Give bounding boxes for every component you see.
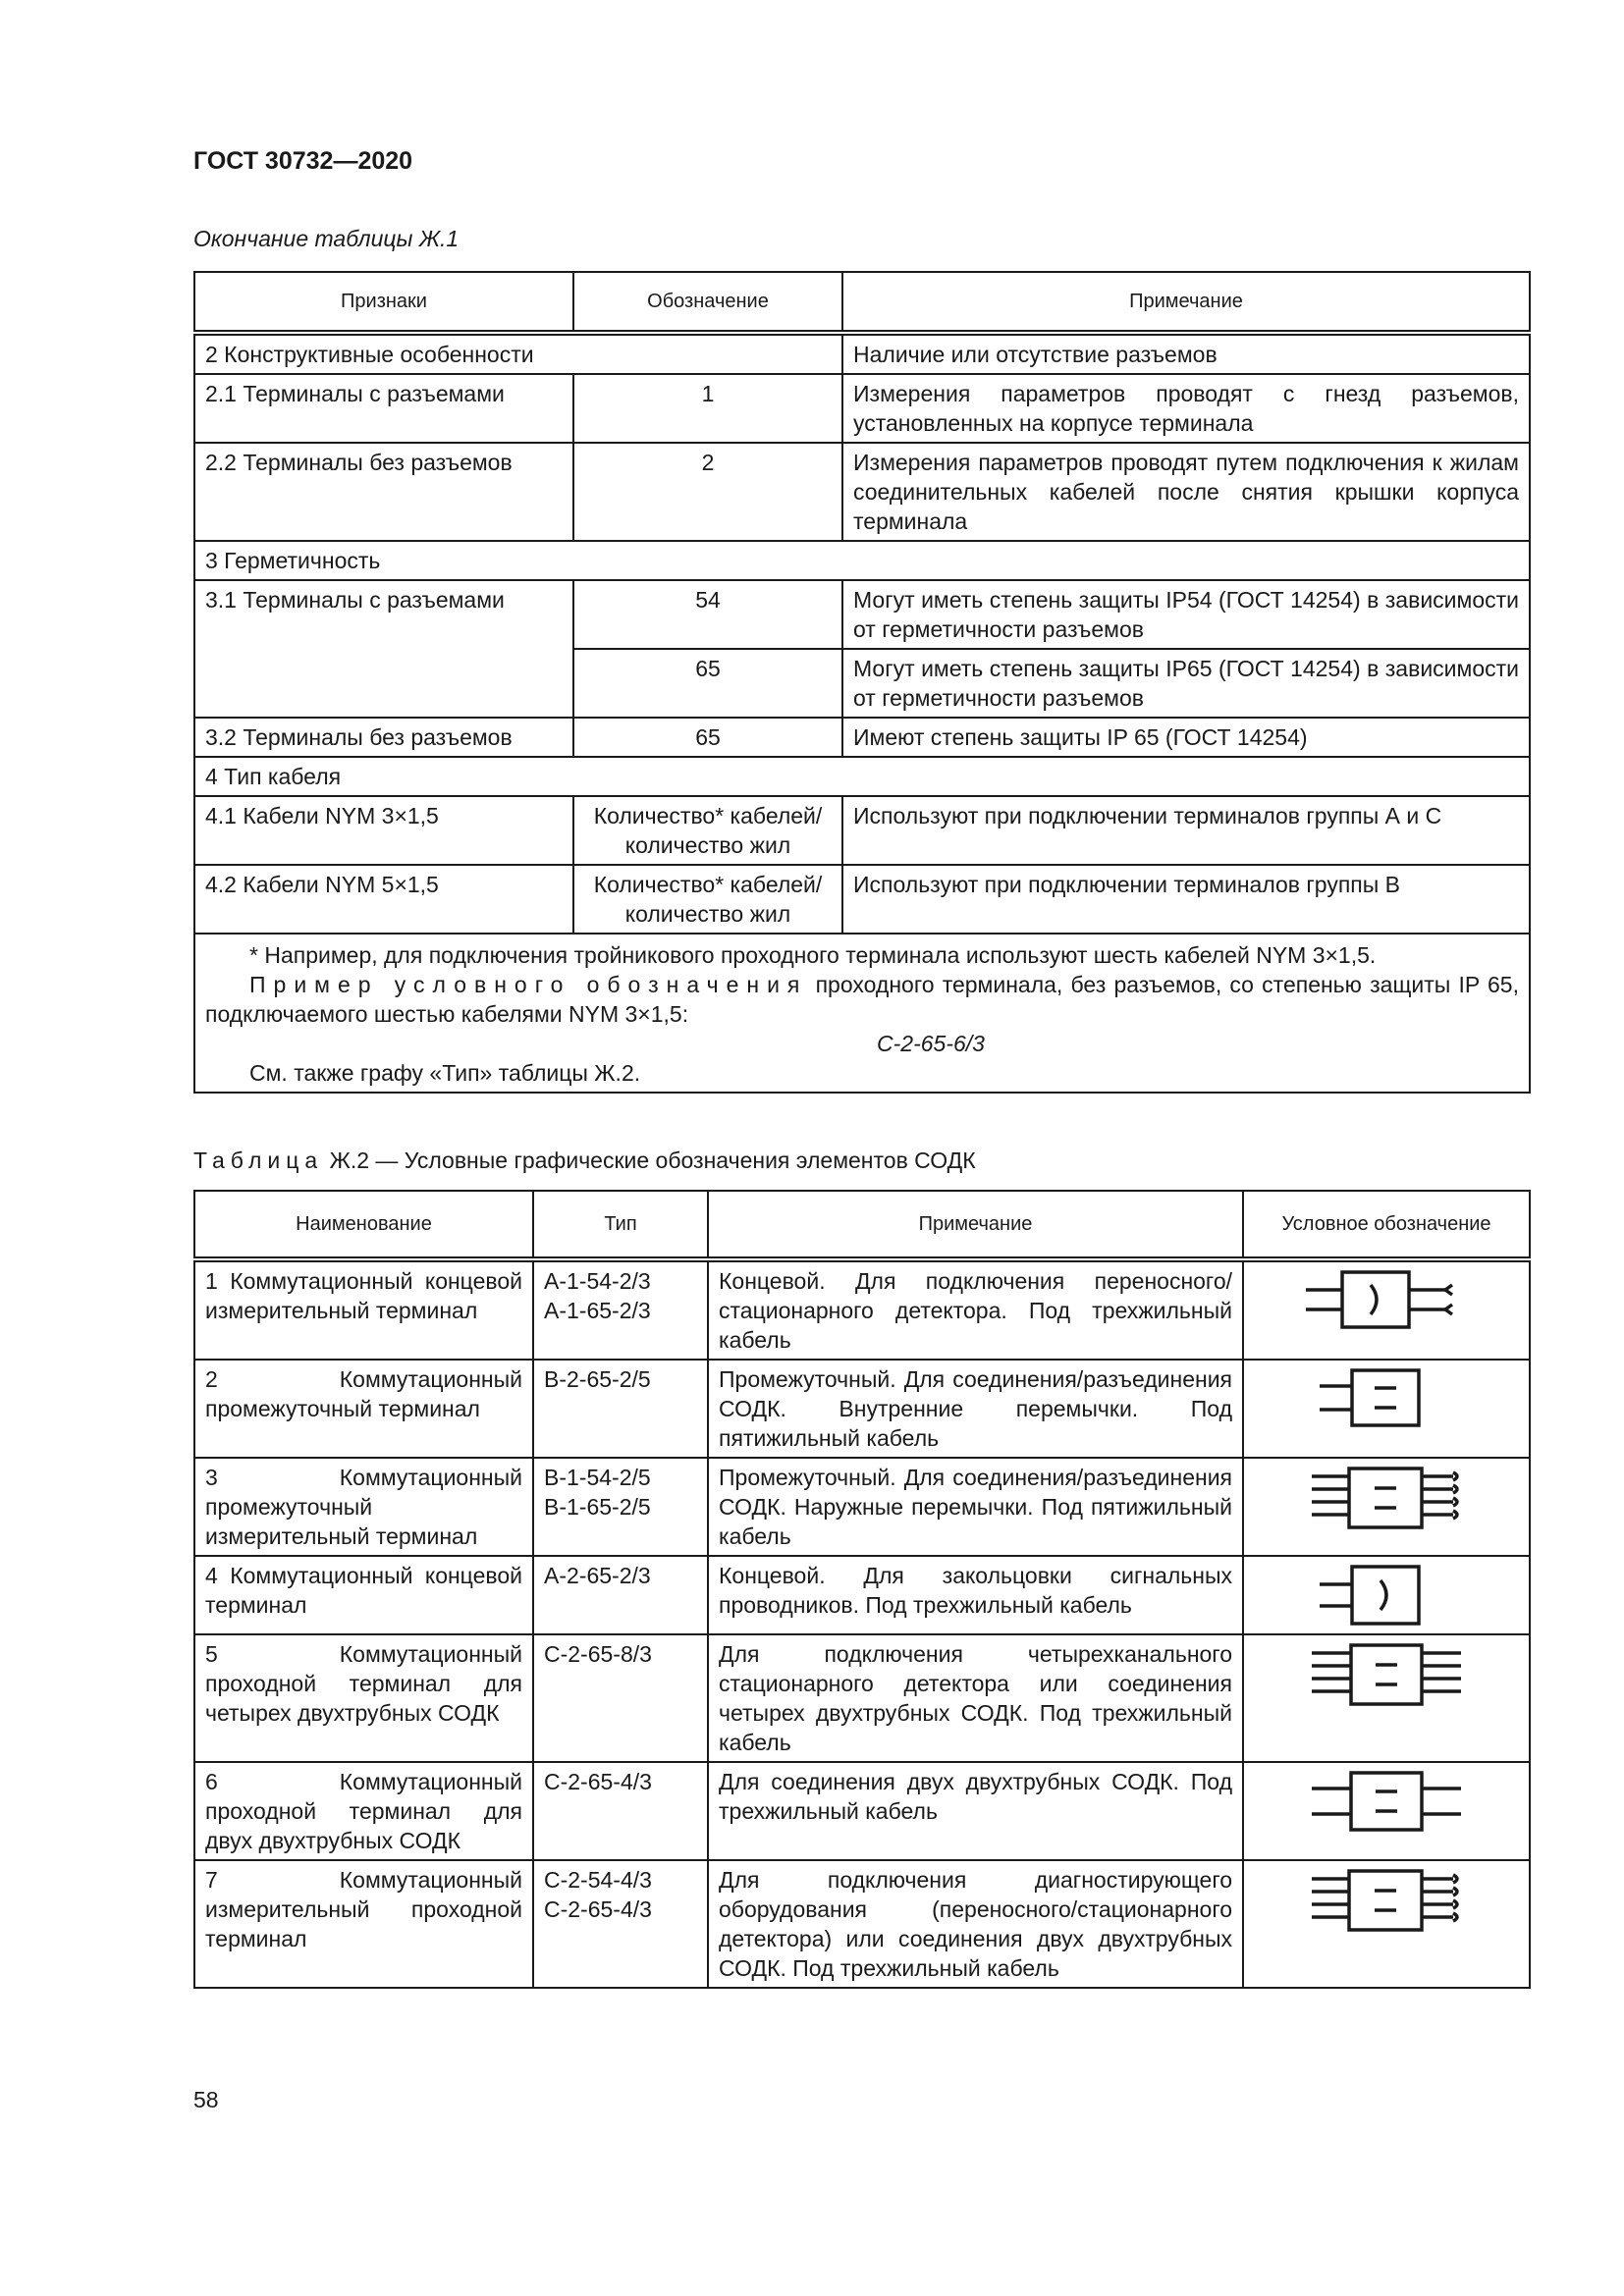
type-line: С-2-65-4/3 [544,1896,652,1922]
symbol-cell [1243,1360,1530,1458]
pass-through-terminal-4-symbol-icon [1298,1639,1475,1710]
symbol-cell [1243,1762,1530,1860]
table-row [194,1860,1530,1988]
table-row [194,374,1530,443]
name-cell: 4 Коммутационный концевой терминал [194,1556,533,1634]
type-line: В-1-54-2/5 [544,1465,651,1490]
col-header-note: Примечание [842,272,1530,333]
note-cell: Измерения параметров проводят путем подключения к жилам соединительных кабелей после снятия крышки корпуса терминала [842,443,1530,541]
intermediate-measuring-terminal-symbol-icon [1298,1463,1475,1533]
type-line: В-1-65-2/5 [544,1494,651,1520]
type-line: В-2-65-2/5 [544,1366,651,1392]
table-row [194,757,1530,796]
name-cell: 5 Коммутационный проходной терминал для четырех двухтрубных СОДК [194,1634,533,1762]
designation-line: количество жил [624,832,791,858]
designation-line: количество жил [624,901,791,927]
table-row [194,1762,1530,1860]
type-line: А-1-54-2/3 [544,1268,651,1294]
designation-cell: 65 [573,718,842,757]
table2-caption [193,1148,976,1174]
table2-caption-text: Ж.2 — Условные графические обозначения элементов СОДК [323,1148,976,1173]
note-cell: Могут иметь степень защиты IP54 (ГОСТ 14254) в зависимости от герметичности разъемов [842,580,1530,649]
type-cell [533,1360,708,1458]
note-cell: Для подключения диагностирующего оборудования (переносного/стационарного детектора) или соединения двух двухтрубных СОДК. Под трехжильный кабель [708,1860,1243,1988]
type-line: А-1-65-2/3 [544,1298,651,1323]
symbol-cell [1243,1860,1530,1988]
table-row [194,1458,1530,1556]
section-cell: 4 Тип кабеля [194,757,1530,796]
name-cell: 1 Коммутационный концевой измерительный терминал [194,1259,533,1360]
note-cell: Концевой. Для закольцовки сигнальных проводников. Под трехжильный кабель [708,1556,1243,1634]
designation-cell: 1 [573,374,842,443]
note-cell: Используют при подключении терминалов группы А и С [842,796,1530,865]
note-cell: Наличие или отсутствие разъемов [842,333,1530,374]
table2-caption-label: Таблица [193,1148,324,1173]
note-cell: Промежуточный. Для соединения/разъединения СОДК. Наружные перемычки. Под пятижильный кабель [708,1458,1243,1556]
note-cell: Имеют степень защиты IP 65 (ГОСТ 14254) [842,718,1530,757]
table-row [194,1259,1530,1360]
col-header-designation: Обозначение [573,272,842,333]
table-footnote [194,934,1530,1093]
example-label: Пример условного обозначения [249,972,808,997]
type-cell [533,1556,708,1634]
designation-cell [573,796,842,865]
name-cell: 7 Коммутационный измерительный проходной терминал [194,1860,533,1988]
note-cell: Могут иметь степень защиты IP65 (ГОСТ 14254) в зависимости от герметичности разъемов [842,649,1530,718]
table1-caption: Окончание таблицы Ж.1 [193,226,460,251]
table-zh1 [193,271,1531,1094]
designation-cell: 65 [573,649,842,718]
designation-cell: 2 [573,443,842,541]
page-number: 58 [193,2087,219,2112]
end-terminal-symbol-icon [1298,1561,1475,1629]
measuring-pass-through-terminal-symbol-icon [1298,1865,1475,1936]
name-cell: 3 Коммутационный промежуточный измерительный терминал [194,1458,533,1556]
note-cell: Для соединения двух двухтрубных СОДК. Под трехжильный кабель [708,1762,1243,1860]
see-also-note: См. также графу «Тип» таблицы Ж.2. [249,1060,641,1086]
symbol-cell [1243,1634,1530,1762]
table-zh2 [193,1190,1531,1989]
feature-cell: 2.2 Терминалы без разъемов [194,443,573,541]
feature-cell: 3.2 Терминалы без разъемов [194,718,573,757]
type-cell [533,1458,708,1556]
symbol-cell [1243,1259,1530,1360]
feature-cell: 2 Конструктивные особенности [194,333,842,374]
footnote-line: * Например, для подключения тройникового проходного терминала используют шесть кабелей NYM 3×1,5. [249,942,1377,968]
col-header-note: Примечание [708,1191,1243,1259]
type-line: С-2-65-8/3 [544,1641,652,1667]
type-line: С-2-65-4/3 [544,1769,652,1794]
table-footnote-row [194,934,1530,1093]
note-cell: Для подключения четырехканального стационарного детектора или соединения четырех двухтрубных СОДК. Под трехжильный кабель [708,1634,1243,1762]
section-cell: 3 Герметичность [194,541,1530,580]
type-cell [533,1860,708,1988]
end-measuring-terminal-symbol-icon [1298,1266,1475,1333]
designation-cell [573,865,842,934]
type-cell [533,1634,708,1762]
type-line: С-2-54-4/3 [544,1867,652,1893]
col-header-name: Наименование [194,1191,533,1259]
feature-cell: 2.1 Терминалы с разъемами [194,374,573,443]
col-header-symbol: Условное обозначение [1243,1191,1530,1259]
document-title: ГОСТ 30732—2020 [193,147,413,175]
table-row [194,580,1530,649]
designation-line: Количество* кабелей/ [593,803,823,828]
name-cell: 6 Коммутационный проходной терминал для двух двухтрубных СОДК [194,1762,533,1860]
symbol-cell [1243,1556,1530,1634]
designation-cell: 54 [573,580,842,649]
table-row [194,796,1530,865]
example-text: проходного терминала, без разъемов, со степенью защиты IP 65, подключаемого шестью кабелями NYM 3×1,5: [205,972,1519,1027]
type-cell [533,1259,708,1360]
table-row [194,1360,1530,1458]
example-symbol: С-2-65-6/3 [877,1031,985,1056]
col-header-type: Тип [533,1191,708,1259]
note-cell: Концевой. Для подключения переносного/стационарного детектора. Под трехжильный кабель [708,1259,1243,1360]
name-cell: 2 Коммутационный промежуточный терминал [194,1360,533,1458]
type-cell [533,1762,708,1860]
note-cell: Используют при подключении терминалов группы В [842,865,1530,934]
feature-cell: 3.1 Терминалы с разъемами [194,580,573,718]
intermediate-terminal-symbol-icon [1298,1364,1475,1431]
note-cell: Измерения параметров проводят с гнезд разъемов, установленных на корпусе терминала [842,374,1530,443]
table-row [194,1634,1530,1762]
table-row [194,443,1530,541]
table-row [194,541,1530,580]
table-row [194,333,1530,374]
table-row [194,718,1530,757]
col-header-features: Признаки [194,272,573,333]
note-cell: Промежуточный. Для соединения/разъединения СОДК. Внутренние перемычки. Под пятижильный кабель [708,1360,1243,1458]
pass-through-terminal-2-symbol-icon [1298,1767,1475,1836]
designation-line: Количество* кабелей/ [593,872,823,897]
table-row [194,1556,1530,1634]
feature-cell: 4.1 Кабели NYM 3×1,5 [194,796,573,865]
table-row [194,865,1530,934]
type-line: А-2-65-2/3 [544,1563,651,1588]
example-paragraph [205,970,1519,1029]
symbol-cell [1243,1458,1530,1556]
feature-cell: 4.2 Кабели NYM 5×1,5 [194,865,573,934]
